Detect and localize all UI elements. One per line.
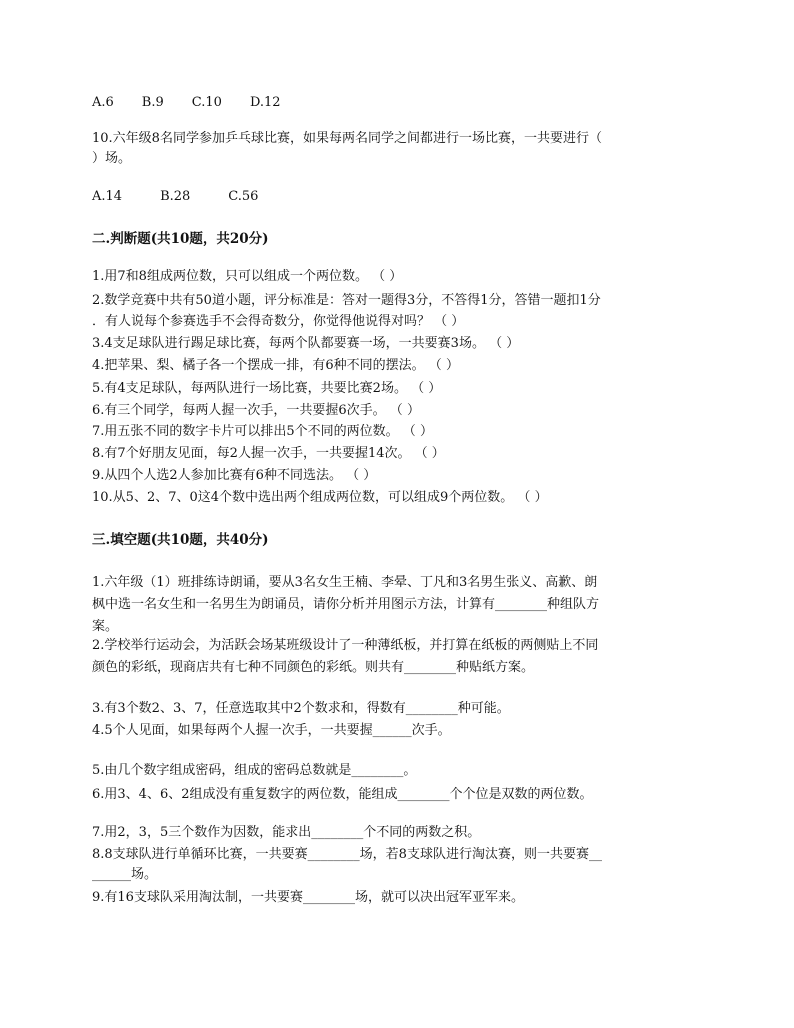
fill-item: 4.5个人见面，如果每两个人握一次手，一共要握______次手。 (92, 723, 451, 738)
section3-heading: 三.填空题(共10题，共40分) (92, 532, 269, 548)
judge-item: 8.有7个好朋友见面，每2人握一次手，一共要握14次。 （ ） (92, 446, 445, 461)
judge-item: 10.从5、2、7、0这4个数中选出两个组成两位数，可以组成9个两位数。 （ ） (92, 490, 548, 505)
judge-item: 7.用五张不同的数字卡片可以排出5个不同的两位数。 （ ） (92, 424, 433, 439)
fill-item: 6.用3、4、6、2组成没有重复数字的两位数，能组成________个个位是双数的两位数。 (92, 787, 593, 802)
fill-item: 3.有3个数2、3、7，任意选取其中2个数求和，得数有________种可能。 (92, 701, 510, 716)
q10-option-a: A.14 (92, 189, 123, 204)
q10-line-1: 10.六年级8名同学参加乒乓球比赛，如果每两名同学之间都进行一场比赛，一共要进行（ (92, 131, 602, 146)
q9-options (92, 94, 309, 112)
judge-item: 1.用7和8组成两位数，只可以组成一个两位数。 （ ） (92, 269, 403, 284)
judge-item: 4.把苹果、梨、橘子各一个摆成一排，有6种不同的摆法。 （ ） (92, 358, 459, 373)
q10-options (92, 188, 296, 206)
q10-option-b: B.28 (160, 189, 191, 204)
q9-option-d: D.12 (249, 95, 281, 110)
section2-heading: 二.判断题(共10题，共20分) (92, 231, 269, 247)
q9-option-c: C.10 (191, 95, 222, 110)
fill-item: 9.有16支球队采用淘汰制，一共要赛________场，就可以决出冠军亚军来。 (92, 890, 524, 905)
fill-item: 5.由几个数字组成密码，组成的密码总数就是________。 (92, 763, 417, 778)
q10-option-c: C.56 (228, 189, 259, 204)
fill-item: 枫中选一名女生和一名男生为朗诵员，请你分析并用图示方法，计算有________种组队方 (92, 597, 600, 612)
judge-item: 3.4支足球队进行踢足球比赛，每两个队都要赛一场，一共要赛3场。 （ ） (92, 336, 520, 351)
q10-line-2: ）场。 (92, 151, 132, 166)
q9-option-b: B.9 (141, 95, 164, 110)
judge-item: ．有人说每个参赛选手不会得奇数分，你觉得他说得对吗？ （ ） (92, 314, 465, 329)
fill-item: 2.学校举行运动会，为活跃会场某班级设计了一种薄纸板，并打算在纸板的两侧贴上不同 (92, 638, 599, 653)
fill-item: 案。 (92, 619, 119, 634)
fill-item: 7.用2，3，5三个数作为因数，能求出________个不同的两数之积。 (92, 825, 481, 840)
judge-item: 9.从四个人选2人参加比赛有6种不同选法。 （ ） (92, 468, 377, 483)
judge-item: 5.有4支足球队，每两队进行一场比赛，共要比赛2场。 （ ） (92, 381, 442, 396)
q9-option-a: A.6 (92, 95, 114, 110)
fill-item: 颜色的彩纸，现商店共有七种不同颜色的彩纸。则共有________种贴纸方案。 (92, 660, 535, 675)
fill-item: 8.8支球队进行单循环比赛，一共要赛________场，若8支球队进行淘汰赛，则一共要赛__ (92, 847, 602, 862)
judge-item: 2.数学竞赛中共有50道小题，评分标准是：答对一题得3分，不答得1分，答错一题扣1分 (92, 293, 601, 308)
fill-item: ______场。 (92, 867, 158, 882)
judge-item: 6.有三个同学，每两人握一次手，一共要握6次手。 （ ） (92, 403, 420, 418)
fill-item: 1.六年级（1）班排练诗朗诵，要从3名女生王楠、李晕、丁凡和3名男生张义、高歉、朗 (92, 575, 598, 590)
